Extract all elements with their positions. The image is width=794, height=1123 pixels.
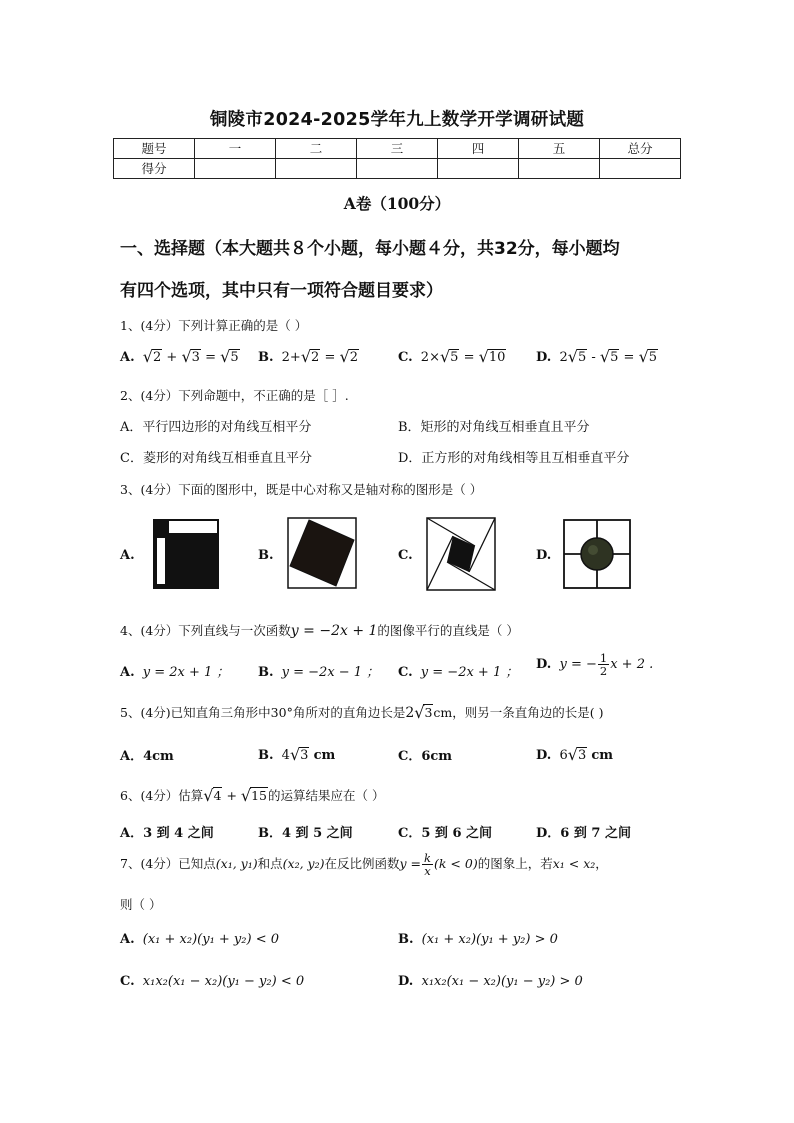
q3-label-d[interactable]: D. [536,548,552,563]
q2-option-c[interactable]: C．菱形的对角线互相垂直且平分 [120,451,312,466]
q5-option-c[interactable]: C．6cm [398,749,453,764]
score-cell: 题号 [114,139,195,159]
score-cell: 二 [276,139,357,159]
q3-label-b[interactable]: B. [258,548,274,563]
q2-option-b[interactable]: B．矩形的对角线互相垂直且平分 [398,420,590,435]
q3-figure-b[interactable] [286,516,358,590]
score-blank[interactable] [357,159,438,179]
q3-figure-c[interactable] [425,516,497,592]
score-cell: 四 [438,139,519,159]
q2-option-d[interactable]: D．正方形的对角线相等且互相垂直平分 [398,451,630,466]
q4-stem: 4、(4分）下列直线与一次函数y = −2x + 1的图像平行的直线是（ ） [120,623,519,639]
q2-stem: 2、(4分）下列命题中，不正确的是［ ］. [120,388,349,403]
q4-option-b[interactable]: B. y = −2x − 1 ； [258,665,380,680]
score-blank[interactable] [276,159,357,179]
q1-option-d[interactable]: D. 2√5 - √5 = √5 [536,347,658,366]
q2-option-a[interactable]: A．平行四边形的对角线互相平分 [120,420,312,435]
score-table-header-row [114,139,681,159]
q1-stem: 1、(4分）下列计算正确的是（ ） [120,318,308,333]
q4-option-c[interactable]: C. y = −2x + 1 ； [398,665,519,680]
score-blank[interactable] [519,159,600,179]
q6-option-c[interactable]: C．5 到 6 之间 [398,826,493,841]
q4-option-d[interactable]: D. y = − $\frac{1}{2}$ x + 2 . [536,651,654,679]
q4-option-a[interactable]: A. y = 2x + 1 ； [120,665,230,680]
q5-option-a[interactable]: A．4cm [120,749,174,764]
section-heading-line2: 有四个选项，其中只有一项符合题目要求） [120,281,443,301]
score-cell: 总分 [600,139,681,159]
q1-option-c[interactable]: C. 2×√5 = √10 [398,347,506,366]
q1-option-a[interactable]: A. √2 + √3 = √5 [120,347,239,366]
q6-option-b[interactable]: B．4 到 5 之间 [258,826,353,841]
score-cell: 一 [195,139,276,159]
q1-option-b[interactable]: B. 2+√2 = √2 [258,347,358,366]
volume-heading: A卷（100分） [343,194,451,213]
section-heading-line1: 一、选择题（本大题共８个小题，每小题４分，共32分，每小题均 [120,239,620,259]
q6-stem: 6、(4分）估算√4 + √15的运算结果应在（ ） [120,786,385,805]
score-cell: 三 [357,139,438,159]
q3-figure-d[interactable] [562,518,632,590]
q7-option-a[interactable]: A. (x₁ + x₂)(y₁ + y₂) < 0 [120,932,279,947]
q5-option-b[interactable]: B. 4√3 cm [258,745,336,764]
q7-option-b[interactable]: B. (x₁ + x₂)(y₁ + y₂) > 0 [398,932,558,947]
q5-option-d[interactable]: D. 6√3 cm [536,745,614,764]
score-cell: 得分 [114,159,195,179]
q3-label-c[interactable]: C. [398,548,413,563]
q7-option-c[interactable]: C. x₁x₂(x₁ − x₂)(y₁ − y₂) < 0 [120,974,305,989]
q3-stem: 3、(4分）下面的图形中，既是中心对称又是轴对称的图形是（ ） [120,482,483,497]
q3-label-a[interactable]: A. [120,548,135,563]
score-blank[interactable] [438,159,519,179]
score-cell: 五 [519,139,600,159]
q6-option-d[interactable]: D．6 到 7 之间 [536,826,631,841]
score-blank[interactable] [600,159,681,179]
score-blank[interactable] [195,159,276,179]
score-table-score-row [114,159,681,179]
exam-title: 铜陵市2024-2025学年九上数学开学调研试题 [209,110,585,130]
q7-stem: 7、(4分）已知点(x₁, y₁)和点(x₂, y₂)在反比例函数y = $\frac{k}{x}$ (k < 0)的图象上，若x₁ < x₂， [120,851,608,879]
q7-option-d[interactable]: D. x₁x₂(x₁ − x₂)(y₁ − y₂) > 0 [398,974,583,989]
q7-stem-line2: 则（ ） [120,897,162,912]
q3-figure-a[interactable] [152,518,220,590]
score-table [113,138,681,179]
q6-option-a[interactable]: A．3 到 4 之间 [120,826,214,841]
q5-stem: 5、(4分)已知直角三角形中30°角所对的直角边长是2√3cm，则另一条直角边的长是( ) [120,703,604,722]
